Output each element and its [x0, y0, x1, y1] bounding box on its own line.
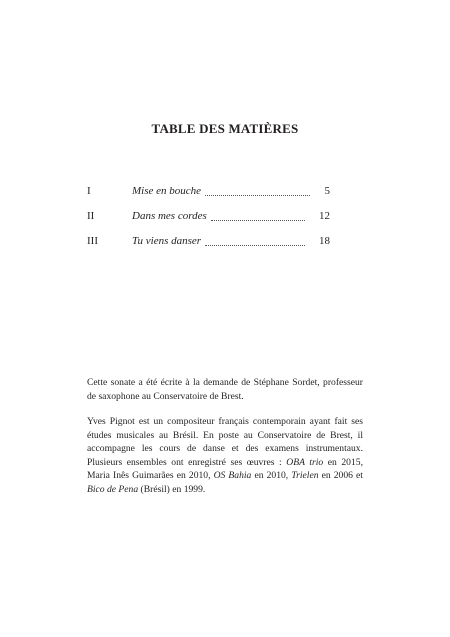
toc-entry-page: 18: [319, 235, 330, 247]
toc-dot-leader: [205, 245, 305, 246]
work-title: OS Bahia: [213, 470, 252, 481]
work-title: OBA trio: [286, 456, 324, 468]
toc-entry: [87, 205, 330, 227]
bio-text: (Brésil) en 1999.: [138, 483, 206, 495]
bio-text: en 2006 et: [318, 470, 363, 481]
toc-entry-title: Dans mes cordes: [132, 210, 207, 222]
work-title: Bico de Pena: [87, 483, 139, 495]
toc-entry-number: II: [87, 210, 95, 222]
toc-entry-number: I: [87, 185, 91, 197]
dedication-paragraph: Cette sonate a été écrite à la demande de Stéphane Sordet, professeur de saxophone au Conservatoire de Brest.: [87, 377, 363, 402]
bio-text: en 2010,: [251, 470, 292, 481]
composer-bio-paragraph: [87, 415, 363, 496]
toc-entry-title: Mise en bouche: [132, 185, 202, 197]
toc-entry-number: III: [87, 235, 98, 247]
toc-entry-page: 5: [324, 185, 330, 197]
bio-text: en 2015, Maria Inês Guimarães en 2010,: [87, 456, 363, 481]
toc-dot-leader: [211, 220, 305, 221]
bio-text: Yves Pignot est un compositeur français contemporain ayant fait ses études musicales au Brésil. En poste au Conservatoire de Brest, il accompagne les cours de danse et des examens instrumentaux. Plusieurs ensembles ont enregistré ses œuvres :: [87, 416, 363, 468]
toc-entry: [87, 230, 330, 252]
toc-entry-title: Tu viens danser: [132, 235, 202, 247]
work-title: Trielen: [291, 470, 319, 481]
toc-dot-leader: [205, 195, 310, 196]
notes-section: [87, 376, 363, 508]
toc-title: TABLE DES MATIÈRES: [151, 121, 299, 136]
toc-entry: [87, 180, 330, 202]
table-of-contents: [87, 180, 330, 255]
toc-entry-page: 12: [319, 210, 330, 222]
